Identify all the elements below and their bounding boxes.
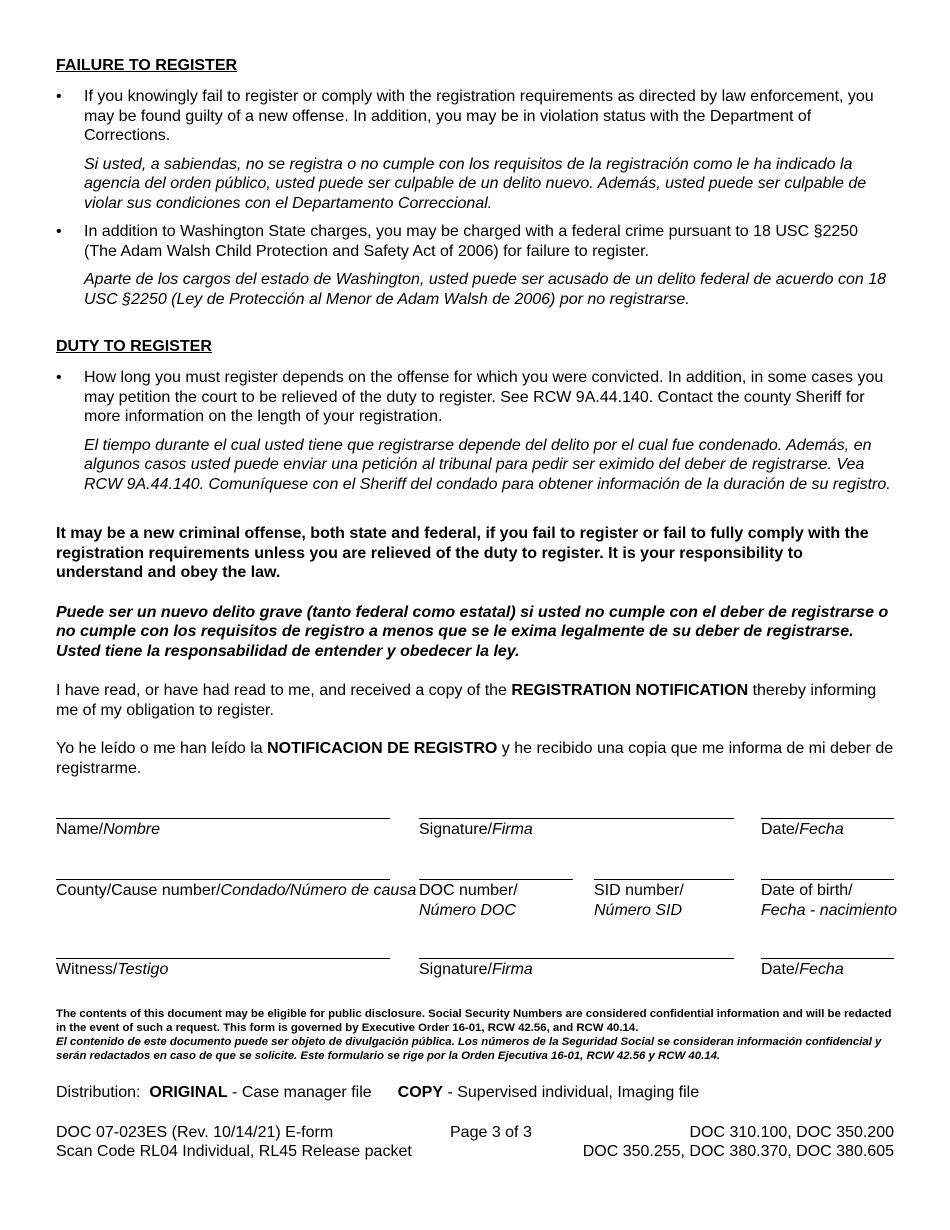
doc-number-line[interactable] [419,879,573,880]
disclosure-notice-en: The contents of this document may be eligible for public disclosure. Social Security Numbers are considered confidential information and will be redacted in the event of such a request. This form is governed by Executive Order 16-01, RCW 42.56, and RCW 40.14. [56,1008,892,1034]
footer-row-1 [56,1123,894,1143]
bullet-icon: • [56,223,62,240]
county-cause-line[interactable] [56,879,390,880]
failure-bullet-1-es: Si usted, a sabiendas, no se registra o no cumple con los requisitos de la registración como le ha indicado la agencia del orden público, usted puede ser culpable de un delito nuevo. Además, usted puede ser culpable de violar sus condiciones con el Departamento Correccional. [84,155,867,212]
signature-field-1[interactable] [419,818,734,840]
doc-number-field[interactable] [419,879,573,920]
county-cause-field[interactable] [56,879,417,901]
policy-refs-2: DOC 350.255, DOC 380.370, DOC 380.605 [582,1143,894,1160]
warning-en: It may be a new criminal offense, both state and federal, if you fail to register or fail to fully comply with the registration requirements unless you are relieved of the duty to register. It is your responsibility to understand and obey the law. [56,525,869,581]
signature-block [56,818,898,998]
signature-label-1: Signature/Firma [419,821,533,838]
sid-number-line[interactable] [594,879,734,880]
notificacion-de-registro-label: NOTIFICACION DE REGISTRO [267,740,498,757]
name-signature-line[interactable] [56,818,390,819]
policy-refs-1: DOC 310.100, DOC 350.200 [689,1123,894,1141]
duty-bullet [56,368,894,494]
footer-row-2 [56,1142,894,1162]
sid-number-label: SID number/ Número SID [594,882,684,919]
date-label-2: Date/Fecha [761,961,844,978]
warning-es: Puede ser un nuevo delito grave (tanto federal como estatal) si usted no cumple con el deber de registrarse o no cumple con los requisitos de registro a menos que se le exima legalmente de su deber de registrarse. Usted tiene la responsabilidad de entender y obedecer la ley. [56,603,889,660]
witness-field[interactable] [56,958,390,980]
scan-code: Scan Code RL04 Individual, RL45 Release packet [56,1143,412,1160]
county-cause-label: County/Cause number/Condado/Número de causa [56,882,417,899]
signature-line-2[interactable] [419,958,734,959]
date-field-1[interactable] [761,818,894,840]
failure-to-register-heading: FAILURE TO REGISTER [56,57,238,74]
bullet-icon: • [56,88,62,105]
form-page [56,56,898,1162]
name-field[interactable] [56,818,390,840]
failure-bullet-2 [56,222,894,309]
witness-line[interactable] [56,958,390,959]
date-label-1: Date/Fecha [761,821,844,838]
date-of-birth-field[interactable] [761,879,898,920]
failure-bullet-2-en: In addition to Washington State charges, you may be charged with a federal crime pursuant to 18 USC §2250 (The Adam Walsh Child Protection and Safety Act of 2006) for failure to register. [84,223,859,260]
failure-bullet-1 [56,87,894,213]
name-label: Name/Nombre [56,821,161,838]
distribution-line: Distribution: ORIGINAL - Case manager file COPY - Supervised individual, Imaging file [56,1084,700,1101]
page-number: Page 3 of 3 [450,1123,532,1141]
date-line-2[interactable] [761,958,894,959]
date-line-1[interactable] [761,818,894,819]
doc-number-label: DOC number/ Número DOC [419,882,518,919]
date-of-birth-label: Date of birth/ Fecha - nacimiento [761,882,898,919]
date-of-birth-line[interactable] [761,879,894,880]
registration-notification-label: REGISTRATION NOTIFICATION [511,682,749,699]
acknowledgment-es: Yo he leído o me han leído la NOTIFICACION DE REGISTRO y he recibido una copia que me informa de mi deber de registrarme. [56,740,894,777]
signature-line-1[interactable] [419,818,734,819]
bullet-icon: • [56,369,62,386]
disclosure-notice-es: El contenido de este documento puede ser objeto de divulgación pública. Los números de la Seguridad Social se consideran información confidencial y serán redactados en caso de que se solicite. Este formulario se rige por la Orden Ejecutiva 16-01, RCW 42.56 y RCW 40.14. [56,1036,882,1062]
witness-label: Witness/Testigo [56,961,169,978]
failure-bullet-1-en: If you knowingly fail to register or comply with the registration requirements as directed by law enforcement, you may be found guilty of a new offense. In addition, you may be in violation status with the Department of Corrections. [84,88,874,144]
signature-field-2[interactable] [419,958,734,980]
duty-bullet-en: How long you must register depends on the offense for which you were convicted. In addition, in some cases you may petition the court to be relieved of the duty to register. See RCW 9A.44.140. Contact the county Sheriff for more information on the length of your registration. [84,369,884,425]
sid-number-field[interactable] [594,879,734,920]
footer [56,1123,894,1162]
duty-to-register-heading: DUTY TO REGISTER [56,338,212,355]
signature-label-2: Signature/Firma [419,961,533,978]
failure-bullet-2-es: Aparte de los cargos del estado de Washington, usted puede ser acusado de un delito federal de acuerdo con 18 USC §2250 (Ley de Protección al Menor de Adam Walsh de 2006) por no registrarse. [84,271,887,308]
form-id: DOC 07-023ES (Rev. 10/14/21) E-form [56,1123,334,1141]
acknowledgment-en: I have read, or have had read to me, and received a copy of the REGISTRATION NOTIFICATION thereby informing me of my obligation to register. [56,682,877,719]
date-field-2[interactable] [761,958,894,980]
duty-bullet-es: El tiempo durante el cual usted tiene que registrarse depende del delito por el cual fue condenado. Además, en algunos casos usted puede enviar una petición al tribunal para pedir ser eximido del deber de registrarse. Vea RCW 9A.44.140. Comuníquese con el Sheriff del condado para obtener información de la duración de su registro. [84,436,891,493]
